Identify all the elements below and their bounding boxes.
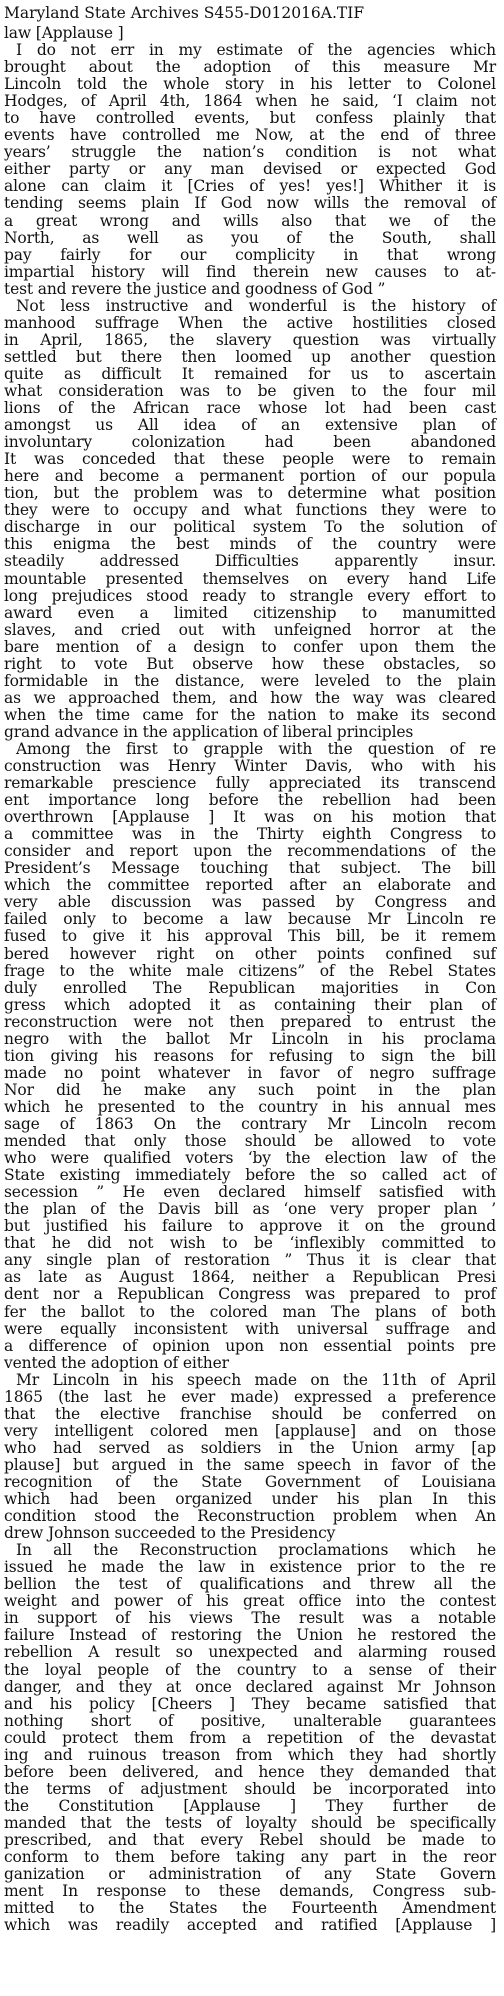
text-line: very intelligent colored men [applause] and on those — [4, 1421, 496, 1440]
text-line: which he presented to the country in his annual mes — [4, 1097, 496, 1116]
text-line: when the time came for the nation to make its second — [4, 705, 496, 724]
text-line: discharge in our political system To the solution of — [4, 518, 496, 537]
text-line: the loyal people of the country to a sense of their — [4, 1660, 496, 1679]
text-line: Lincoln told the whole story in his letter to Colonel — [4, 75, 496, 94]
text-line: ing and ruinous treason from which they had shortly — [4, 1745, 496, 1764]
text-line: mitted to the States the Fourteenth Amendment — [4, 1899, 496, 1918]
text-line: plause] but argued in the same speech in favor of the — [4, 1455, 496, 1474]
text-line: 1865 (the last he ever made) expressed a preference — [4, 1387, 496, 1406]
text-line: State existing immediately before the so called act of — [4, 1166, 496, 1185]
text-line: tion giving his reasons for refusing to sign the bill — [4, 1046, 496, 1065]
text-line: but justified his failure to approve it on the ground — [4, 1217, 496, 1236]
text-line: ent importance long before the rebellion had been — [4, 791, 496, 810]
text-line: the Constitution [Applause ] They further de — [4, 1796, 496, 1815]
text-line: years’ struggle the nation’s condition is not what — [4, 143, 496, 162]
text-line: bered however right on other points confined suf — [4, 944, 496, 963]
text-line: to have controlled events, but confess plainly that — [4, 109, 496, 128]
text-line: any single plan of restoration ” Thus it is clear that — [4, 1251, 496, 1270]
text-line: Nor did he make any such point in the plan — [4, 1080, 496, 1099]
text-line: dent nor a Republican Congress was prepared to prof — [4, 1285, 496, 1304]
text-line: a committee was in the Thirty eighth Congress to — [4, 825, 496, 844]
text-line: In all the Reconstruction proclamations which he — [16, 1541, 496, 1560]
text-line: issued he made the law in existence prior to the re — [4, 1558, 496, 1577]
text-line: award even a limited citizenship to manumitted — [4, 603, 496, 622]
text-line: Hodges, of April 4th, 1864 when he said, ‘I claim not — [4, 92, 496, 111]
text-line: events have controlled me Now, at the end of three — [4, 126, 496, 145]
text-line: and his policy [Cheers ] They became satisfied that — [4, 1694, 496, 1713]
text-line: condition stood the Reconstruction problem when An — [4, 1507, 496, 1526]
text-line: manded that the tests of loyalty should be specifically — [4, 1813, 496, 1832]
text-line: before been delivered, and hence they demanded that — [4, 1762, 496, 1781]
text-line: in April, 1865, the slavery question was virtually — [4, 330, 496, 349]
text-line: which the committee reported after an elaborate and — [4, 876, 496, 895]
text-line: settled but there then loomed up another question — [4, 347, 496, 366]
text-line: law [Applause ] — [4, 24, 124, 42]
text-line: ment In response to these demands, Congress sub- — [4, 1882, 496, 1901]
text-line: impartial history will find therein new causes to at- — [4, 262, 496, 281]
text-line: failed only to become a law because Mr Lincoln re — [4, 910, 496, 929]
text-line: right to vote But observe how these obstacles, so — [4, 654, 496, 673]
text-line: in support of his views The result was a notable — [4, 1609, 496, 1628]
text-line: which had been organized under his plan In this — [4, 1490, 496, 1509]
text-line: that he did not wish to be ‘inflexibly committed to — [4, 1234, 496, 1253]
text-line: either party or any man devised or expected God — [4, 160, 496, 179]
text-line: which was readily accepted and ratified [Applause ] — [4, 1916, 496, 1935]
text-line: that the elective franchise should be conferred on — [4, 1404, 496, 1423]
text-line: made no point whatever in favor of negro suffrage — [4, 1063, 496, 1082]
text-line: who were qualified voters ‘by the election law of the — [4, 1149, 496, 1168]
text-line: fused to give it his approval This bill, be it remem — [4, 927, 496, 946]
text-line: involuntary colonization had been abandoned — [4, 433, 496, 452]
text-line: this enigma the best minds of the country were — [4, 535, 496, 554]
text-line: North, as well as you of the South, shall — [4, 228, 496, 247]
text-line: ganization or administration of any State Govern — [4, 1865, 496, 1884]
text-line: they were to occupy and what functions they were to — [4, 501, 496, 520]
text-line: tion, but the problem was to determine what position — [4, 484, 496, 503]
text-line: very able discussion was passed by Congress and — [4, 893, 496, 912]
text-line: duly enrolled The Republican majorities in Con — [4, 978, 496, 997]
text-line: tending seems plain If God now wills the removal of — [4, 194, 496, 213]
text-line: formidable in the distance, were leveled to the plain — [4, 671, 496, 690]
text-line: remarkable prescience fully appreciated its transcend — [4, 774, 496, 793]
text-line: steadily addressed Difficulties apparently insur. — [4, 552, 496, 571]
text-line: lions of the African race whose lot had been cast — [4, 399, 496, 418]
text-line: Among the first to grapple with the question of re — [16, 739, 496, 758]
text-line: fer the ballot to the colored man The plans of both — [4, 1302, 496, 1321]
text-line: could protect them from a repetition of the devastat — [4, 1728, 496, 1747]
text-line: weight and power of his great office into the contest — [4, 1592, 496, 1611]
text-line: here and become a permanent portion of our popula — [4, 467, 496, 486]
text-line: construction was Henry Winter Davis, who with his — [4, 757, 496, 776]
text-line: were equally inconsistent with universal suffrage and — [4, 1319, 496, 1338]
text-line: amongst us All idea of an extensive plan of — [4, 416, 496, 435]
text-line: test and revere the justice and goodness of God ” — [4, 279, 386, 298]
text-line: conform to them before taking any part in the reor — [4, 1848, 496, 1867]
text-line: negro with the ballot Mr Lincoln in his proclama — [4, 1029, 496, 1048]
text-line: the terms of adjustment should be incorporated into — [4, 1779, 496, 1798]
text-line: grand advance in the application of liberal principles — [4, 722, 414, 741]
text-line: the plan of the Davis bill as ‘one very proper plan ’ — [4, 1200, 496, 1219]
text-line: sage of 1863 On the contrary Mr Lincoln recom — [4, 1115, 496, 1133]
text-line: rebellion A result so unexpected and alarming roused — [4, 1643, 496, 1662]
text-line: as late as August 1864, neither a Republican Presi — [4, 1268, 496, 1287]
text-line: recognition of the State Government of Louisiana — [4, 1472, 496, 1491]
text-line: reconstruction were not then prepared to entrust the — [4, 1012, 496, 1031]
text-line: prescribed, and that every Rebel should be made to — [4, 1830, 496, 1849]
text-line: a difference of opinion upon non essential points pre — [4, 1336, 496, 1355]
archive-header: Maryland State Archives S455-D012016A.TIF — [4, 4, 365, 22]
text-line: what consideration was to be given to the four mil — [4, 381, 496, 400]
text-line: gress which adopted it as containing their plan of — [4, 995, 496, 1014]
text-line: pay fairly for our complicity in that wrong — [4, 245, 496, 264]
text-line: drew Johnson succeeded to the Presidency — [4, 1524, 336, 1543]
text-line: mended that only those should be allowed to vote — [4, 1132, 496, 1151]
article-body — [4, 25, 496, 1934]
text-line: Mr Lincoln in his speech made on the 11th of April — [16, 1370, 496, 1389]
text-line: frage to the white male citizens” of the Rebel States — [4, 961, 496, 980]
text-line: danger, and they at once declared against Mr Johnson — [4, 1677, 496, 1696]
text-line: Not less instructive and wonderful is the history of — [16, 296, 496, 315]
text-line: brought about the adoption of this measure Mr — [4, 58, 496, 77]
text-line: as we approached them, and how the way was cleared — [4, 688, 496, 707]
text-line: slaves, and cried out with unfeigned horror at the — [4, 620, 496, 639]
text-line: overthrown [Applause ] It was on his motion that — [4, 808, 496, 827]
text-line: who had served as soldiers in the Union army [ap — [4, 1438, 496, 1457]
text-line: failure Instead of restoring the Union he restored the — [4, 1626, 496, 1645]
text-line: quite as difficult It remained for us to ascertain — [4, 364, 496, 383]
text-line: It was conceded that these people were to remain — [4, 450, 496, 469]
text-line: vented the adoption of either — [4, 1353, 229, 1372]
text-line: consider and report upon the recommendations of the — [4, 842, 496, 861]
text-line: secession ” He even declared himself satisfied with — [4, 1183, 496, 1202]
text-line: a great wrong and wills also that we of the — [4, 211, 496, 230]
text-line: I do not err in my estimate of the agencies which — [16, 41, 496, 60]
text-line: alone can claim it [Cries of yes! yes!] Whither it is — [4, 177, 496, 196]
text-line: long prejudices stood ready to strangle every effort to — [4, 586, 496, 605]
text-line: mountable presented themselves on every hand Life — [4, 569, 496, 588]
text-line: nothing short of positive, unalterable guarantees — [4, 1711, 496, 1730]
text-line: bellion the test of qualifications and threw all the — [4, 1575, 496, 1594]
text-line: President’s Message touching that subject. The bill — [4, 859, 496, 878]
text-line: manhood suffrage When the active hostilities closed — [4, 313, 496, 332]
text-line: bare mention of a design to confer upon them the — [4, 637, 496, 656]
